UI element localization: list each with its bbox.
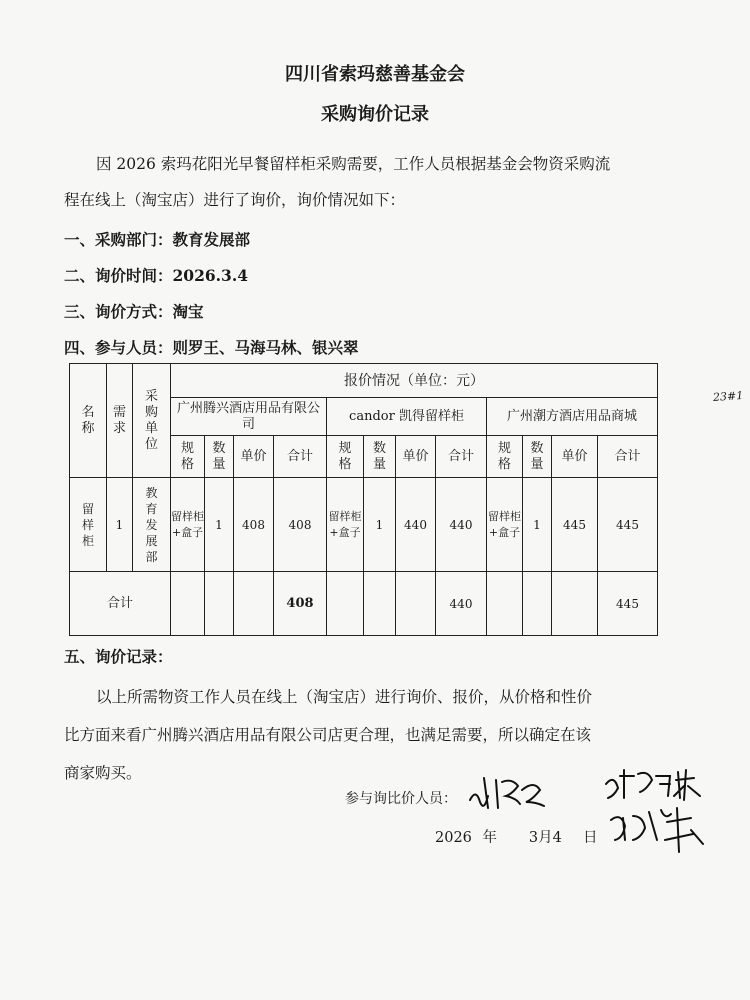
time-line: 二、询价时间：2026.3.4 — [64, 266, 249, 285]
header-dept: 采购单位 — [133, 364, 171, 478]
v2-price-header: 单价 — [396, 436, 436, 478]
vendor-2-name: candor 凯得留样柜 — [327, 398, 487, 436]
v3-total: 445 — [598, 478, 658, 572]
intro-paragraph — [64, 146, 684, 218]
v3-price-header: 单价 — [552, 436, 598, 478]
v2-qty: 1 — [364, 478, 396, 572]
header-name: 名称 — [70, 364, 107, 478]
v3-total-header: 合计 — [598, 436, 658, 478]
sum-v1: 408 — [274, 572, 327, 636]
v3-qty: 1 — [523, 478, 552, 572]
record-line-2: 比方面来看广州腾兴酒店用品有限公司店更合理，也满足需要，所以确定在该 — [64, 726, 592, 744]
intro-line-2: 程在线上（淘宝店）进行了询价，询价情况如下： — [64, 191, 406, 209]
v1-price-header: 单价 — [234, 436, 274, 478]
dept-line: 一、采购部门：教育发展部 — [64, 230, 251, 249]
v2-total: 440 — [436, 478, 487, 572]
v1-price: 408 — [234, 478, 274, 572]
signing-date: 2026 年 3月4 日 — [435, 830, 598, 846]
v2-total-header: 合计 — [436, 436, 487, 478]
quote-table — [69, 363, 658, 636]
doc-subtitle: 采购询价记录 — [321, 104, 429, 125]
header-quote: 报价情况（单位：元） — [171, 364, 658, 398]
v2-qty-header: 数量 — [364, 436, 396, 478]
doc-title: 四川省索玛慈善基金会 — [285, 64, 465, 85]
sum-label: 合计 — [70, 572, 171, 636]
signer-label: 参与询比价人员： — [345, 791, 457, 807]
v1-qty-header: 数量 — [205, 436, 234, 478]
margin-note: 23#1 — [712, 388, 744, 405]
v1-spec-header: 规格 — [171, 436, 205, 478]
record-line-3: 商家购买。 — [64, 764, 142, 782]
record-line-1: 以上所需物资工作人员在线上（淘宝店）进行询价、报价，从价格和性价 — [96, 688, 593, 706]
v3-price: 445 — [552, 478, 598, 572]
v2-spec-header: 规格 — [327, 436, 364, 478]
v3-spec-header: 规格 — [487, 436, 523, 478]
row-item-name: 留样柜 — [70, 478, 107, 572]
signature-1 — [462, 770, 582, 814]
sum-v3: 445 — [598, 572, 658, 636]
v1-total-header: 合计 — [274, 436, 327, 478]
v2-price: 440 — [396, 478, 436, 572]
v1-qty: 1 — [205, 478, 234, 572]
v1-total: 408 — [274, 478, 327, 572]
v3-qty-header: 数量 — [523, 436, 552, 478]
signature-3 — [605, 800, 715, 860]
v1-spec: 留样柜+盒子 — [171, 478, 205, 572]
method-line: 三、询价方式：淘宝 — [64, 302, 204, 321]
record-heading: 五、询价记录： — [64, 647, 173, 666]
intro-line-1: 因 2026 索玛花阳光早餐留样柜采购需要，工作人员根据基金会物资采购流 — [96, 155, 611, 173]
v2-spec: 留样柜+盒子 — [327, 478, 364, 572]
sum-v2: 440 — [436, 572, 487, 636]
vendor-1-name: 广州腾兴酒店用品有限公司 — [171, 398, 327, 436]
row-dept: 教育发展部 — [133, 478, 171, 572]
vendor-3-name: 广州潮方酒店用品商城 — [487, 398, 658, 436]
row-need: 1 — [107, 478, 133, 572]
v3-spec: 留样柜+盒子 — [487, 478, 523, 572]
header-need: 需求 — [107, 364, 133, 478]
people-line: 四、参与人员：则罗王、马海马林、银兴翠 — [64, 338, 359, 357]
